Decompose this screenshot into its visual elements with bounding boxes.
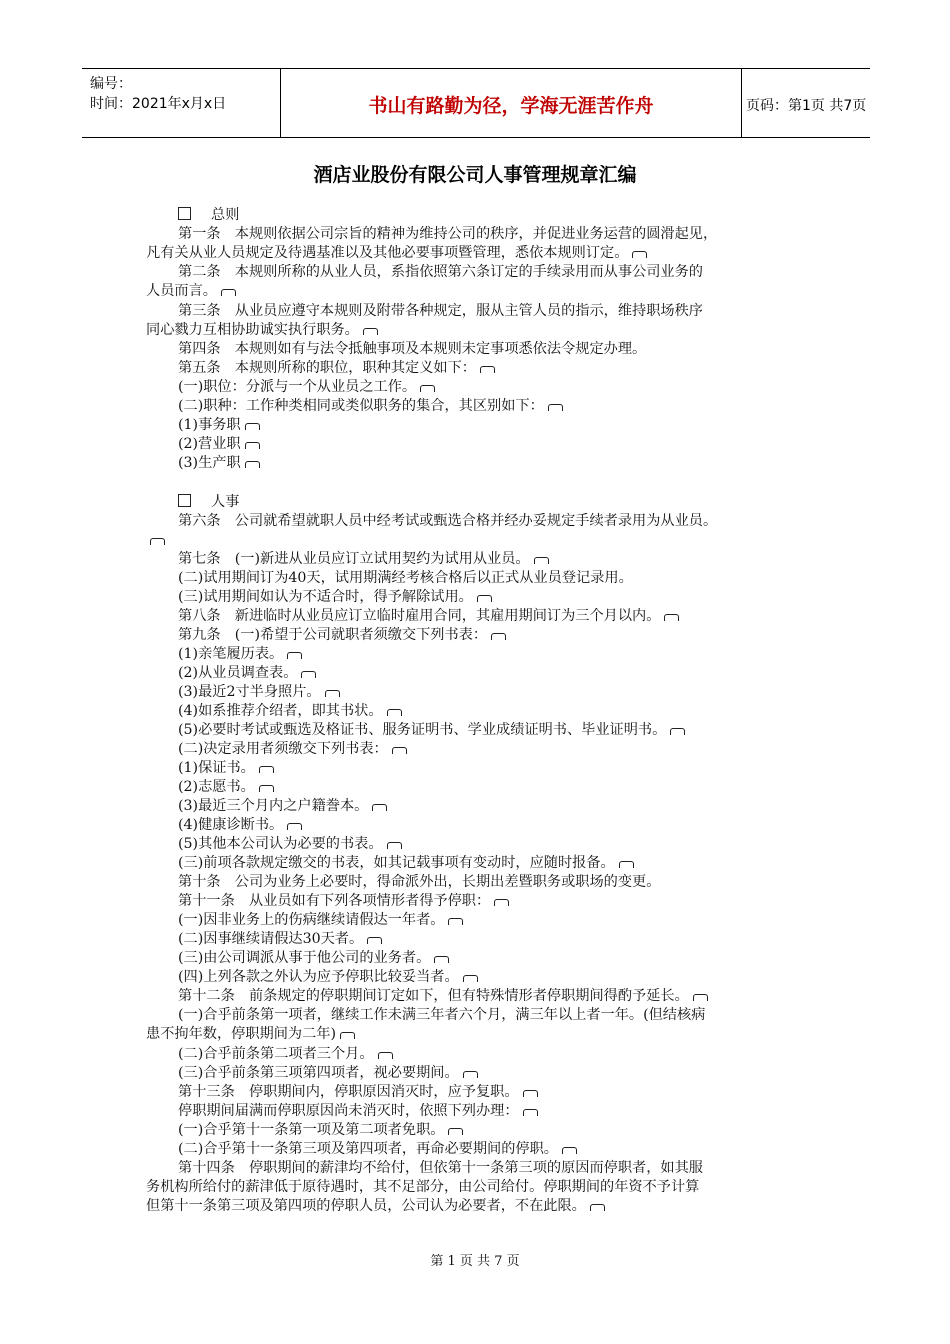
paragraph-line <box>178 854 634 873</box>
paragraph-line <box>146 531 165 550</box>
paragraph-line <box>178 588 492 607</box>
paragraph-line <box>178 359 495 378</box>
paragraph-mark-icon <box>245 423 260 430</box>
line-text: 停职期间届满而停职原因尚未消灭时，依照下列办理： <box>178 1103 519 1119</box>
paragraph-line <box>178 607 679 626</box>
header-motto: 书山有路勤为径，学海无涯苦作舟 <box>368 95 654 117</box>
paragraph-line <box>146 1197 605 1216</box>
line-text: (1)保证书。 <box>178 760 255 776</box>
line-text: (一)合乎前条第一项者，继续工作未满三年者六个月，满三年以上者一年。(但结核病 <box>178 1007 706 1023</box>
line-text: 第十条 公司为业务上必要时，得命派外出，长期出差暨职务或职场的变更。 <box>178 874 661 890</box>
paragraph-mark-icon <box>477 595 492 602</box>
paragraph-mark-icon <box>363 328 378 335</box>
paragraph-line <box>178 435 260 454</box>
paragraph-mark-icon <box>491 633 506 640</box>
line-text: (2)营业职 <box>178 436 241 452</box>
line-text: 第十二条 前条规定的停职期间订定如下，但有特殊情形者停职期间得酌予延长。 <box>178 988 689 1004</box>
line-text: 凡有关从业人员规定及待遇基准以及其他必要事项暨管理，悉依本规则订定。 <box>146 245 629 261</box>
line-text: 第六条 公司就希望就职人员中经考试或甄选合格并经办妥规定手续者录用为从业员。 <box>178 513 718 529</box>
line-text: (三)试用期间如认为不适合时，得予解除试用。 <box>178 589 473 605</box>
paragraph-mark-icon <box>534 557 549 564</box>
header-meta-cell <box>82 69 280 137</box>
paragraph-line <box>178 550 549 569</box>
paragraph-line <box>178 378 435 397</box>
paragraph-mark-icon <box>378 1052 393 1059</box>
paragraph-line <box>178 683 340 702</box>
paragraph-mark-icon <box>548 404 563 411</box>
paragraph-mark-icon <box>245 442 260 449</box>
paragraph-line <box>178 512 717 531</box>
document-title: 酒店业股份有限公司人事管理规章汇编 <box>313 164 637 186</box>
paragraph-line <box>178 263 703 282</box>
paragraph-mark-icon <box>325 690 340 697</box>
paragraph-line <box>146 282 236 301</box>
page-footer: 第 1 页 共 7 页 <box>430 1254 520 1269</box>
paragraph-mark-icon <box>392 747 407 754</box>
paragraph-mark-icon <box>387 842 402 849</box>
line-text: 同心戮力互相协助诚实执行职务。 <box>146 322 359 338</box>
line-text: (一)合乎第十一条第一项及第二项者免职。 <box>178 1122 445 1138</box>
paragraph-line <box>146 244 647 263</box>
paragraph-mark-icon <box>245 461 260 468</box>
paragraph-line <box>146 1178 699 1197</box>
line-text: 患不拘年数，停职期间为二年) <box>146 1026 336 1042</box>
header-motto-cell <box>280 69 742 137</box>
section-title: 总则 <box>211 207 240 223</box>
paragraph-mark-icon <box>562 1147 577 1154</box>
paragraph-mark-icon <box>434 956 449 963</box>
paragraph-line <box>178 968 478 987</box>
line-text: (5)其他本公司认为必要的书表。 <box>178 836 383 852</box>
paragraph-mark-icon <box>670 728 685 735</box>
section-title: 人事 <box>211 494 240 510</box>
paragraph-mark-icon <box>664 614 679 621</box>
paragraph-mark-icon <box>619 861 634 868</box>
paragraph-line <box>178 987 708 1006</box>
paragraph-mark-icon <box>590 1204 605 1211</box>
line-text: (3)生产职 <box>178 455 241 471</box>
page-header <box>82 68 870 138</box>
paragraph-mark-icon <box>259 785 274 792</box>
line-text: 务机构所给付的薪津低于原待遇时，其不足部分，由公司给付。停职期间的年资不予计算 <box>146 1179 700 1195</box>
paragraph-line <box>178 340 646 359</box>
paragraph-line <box>178 664 316 683</box>
paragraph-mark-icon <box>420 385 435 392</box>
line-text: (4)健康诊断书。 <box>178 817 284 833</box>
document-number-label: 编号： <box>90 76 132 92</box>
paragraph-line <box>178 892 509 911</box>
paragraph-line <box>178 569 633 588</box>
line-text: (一)职位：分派与一个从业员之工作。 <box>178 379 417 395</box>
line-text: 但第十一条第三项及第四项的停职人员，公司认为必要者，不在此限。 <box>146 1198 586 1214</box>
paragraph-mark-icon <box>150 538 165 545</box>
line-text: (2)从业员调查表。 <box>178 665 298 681</box>
paragraph-mark-icon <box>463 975 478 982</box>
paragraph-line <box>178 626 506 645</box>
line-text: 第十四条 停职期间的薪津均不给付，但依第十一条第三项的原因而停职者，如其服 <box>178 1160 703 1176</box>
line-text: (三)前项各款规定缴交的书表，如其记载事项有变动时，应随时报备。 <box>178 855 615 871</box>
line-text: (二)合乎第十一条第三项及第四项者，再命必要期间的停职。 <box>178 1141 558 1157</box>
line-text: (2)志愿书。 <box>178 779 255 795</box>
paragraph-line <box>178 302 703 321</box>
paragraph-mark-icon <box>523 1109 538 1116</box>
line-text: (1)亲笔履历表。 <box>178 646 284 662</box>
paragraph-mark-icon <box>494 899 509 906</box>
paragraph-line <box>178 1006 705 1025</box>
header-page-info: 页码：第1页 共7页 <box>746 98 867 114</box>
paragraph-mark-icon <box>523 1090 538 1097</box>
line-text: 第十一条 从业员如有下列各项情形者得予停职： <box>178 893 491 909</box>
paragraph-line <box>178 740 407 759</box>
line-text: 第一条 本规则依据公司宗旨的精神为维持公司的秩序，并促进业务运营的圆滑起见， <box>178 226 718 242</box>
paragraph-line <box>178 1083 538 1102</box>
line-text: 第十三条 停职期间内，停职原因消灭时，应予复职。 <box>178 1084 519 1100</box>
section-heading-general <box>178 206 239 225</box>
paragraph-line <box>178 816 302 835</box>
line-text: 第四条 本规则如有与法令抵触事项及本规则未定事项悉依法令规定办理。 <box>178 341 647 357</box>
paragraph-mark-icon <box>340 1032 355 1039</box>
line-text: (3)最近三个月内之户籍誊本。 <box>178 798 369 814</box>
paragraph-mark-icon <box>259 766 274 773</box>
paragraph-line <box>178 1140 577 1159</box>
paragraph-mark-icon <box>287 652 302 659</box>
paragraph-line <box>178 759 274 778</box>
line-text: (3)最近2寸半身照片。 <box>178 684 321 700</box>
paragraph-line <box>178 225 717 244</box>
header-page-cell <box>740 69 870 137</box>
paragraph-line <box>178 454 260 473</box>
line-text: 第七条 (一)新进从业员应订立试用契约为试用从业员。 <box>178 551 530 567</box>
line-text: 第二条 本规则所称的从业人员，系指依照第六条订定的手续录用而从事公司业务的 <box>178 264 703 280</box>
line-text: (三)由公司调派从事于他公司的业务者。 <box>178 950 431 966</box>
paragraph-mark-icon <box>301 671 316 678</box>
paragraph-mark-icon <box>463 1071 478 1078</box>
paragraph-mark-icon <box>372 804 387 811</box>
paragraph-line <box>178 645 302 664</box>
paragraph-mark-icon <box>448 1128 463 1135</box>
paragraph-line <box>178 1159 703 1178</box>
line-text: (5)必要时考试或甄选及格证书、服务证明书、学业成绩证明书、毕业证明书。 <box>178 722 667 738</box>
line-text: (三)合乎前条第三项第四项者，视必要期间。 <box>178 1065 459 1081</box>
paragraph-line <box>178 873 660 892</box>
paragraph-line <box>146 321 378 340</box>
line-text: (二)因事继续请假达30天者。 <box>178 931 364 947</box>
paragraph-line <box>178 397 563 416</box>
checkbox-square-icon <box>178 207 191 220</box>
paragraph-mark-icon <box>480 366 495 373</box>
section-heading-personnel <box>178 493 239 512</box>
paragraph-mark-icon <box>448 918 463 925</box>
paragraph-line <box>178 911 463 930</box>
paragraph-line <box>178 797 387 816</box>
paragraph-line <box>146 1025 355 1044</box>
paragraph-line <box>178 416 260 435</box>
paragraph-line <box>178 1064 478 1083</box>
line-text: 第五条 本规则所称的职位，职种其定义如下： <box>178 360 476 376</box>
paragraph-mark-icon <box>632 251 647 258</box>
paragraph-line <box>178 778 274 797</box>
line-text: (一)因非业务上的伤病继续请假达一年者。 <box>178 912 445 928</box>
line-text: 人员而言。 <box>146 283 217 299</box>
line-text: 第八条 新进临时从业员应订立临时雇用合同，其雇用期间订为三个月以内。 <box>178 608 661 624</box>
document-time-label: 时间：2021年x月x日 <box>90 96 227 112</box>
line-text: (4)如系推荐介绍者，即其书状。 <box>178 703 383 719</box>
line-text: 第九条 (一)希望于公司就职者须缴交下列书表： <box>178 627 488 643</box>
paragraph-mark-icon <box>221 289 236 296</box>
line-text: (二)决定录用者须缴交下列书表： <box>178 741 388 757</box>
line-text: (四)上列各款之外认为应予停职比较妥当者。 <box>178 969 459 985</box>
paragraph-line <box>178 1121 463 1140</box>
paragraph-mark-icon <box>287 823 302 830</box>
line-text: (二)职种：工作种类相同或类似职务的集合，其区别如下： <box>178 398 544 414</box>
paragraph-mark-icon <box>367 937 382 944</box>
line-text: (二)试用期间订为40天，试用期满经考核合格后以正式从业员登记录用。 <box>178 570 633 586</box>
paragraph-line <box>178 949 449 968</box>
paragraph-mark-icon <box>387 709 402 716</box>
paragraph-line <box>178 721 685 740</box>
checkbox-square-icon <box>178 494 191 507</box>
line-text: (1)事务职 <box>178 417 241 433</box>
paragraph-mark-icon <box>693 994 708 1001</box>
line-text: (二)合乎前条第二项者三个月。 <box>178 1046 374 1062</box>
paragraph-line <box>178 702 402 721</box>
paragraph-line <box>178 1045 393 1064</box>
line-text: 第三条 从业员应遵守本规则及附带各种规定，服从主管人员的指示，维持职场秩序 <box>178 303 703 319</box>
paragraph-line <box>178 1102 538 1121</box>
paragraph-line <box>178 835 402 854</box>
paragraph-line <box>178 930 382 949</box>
